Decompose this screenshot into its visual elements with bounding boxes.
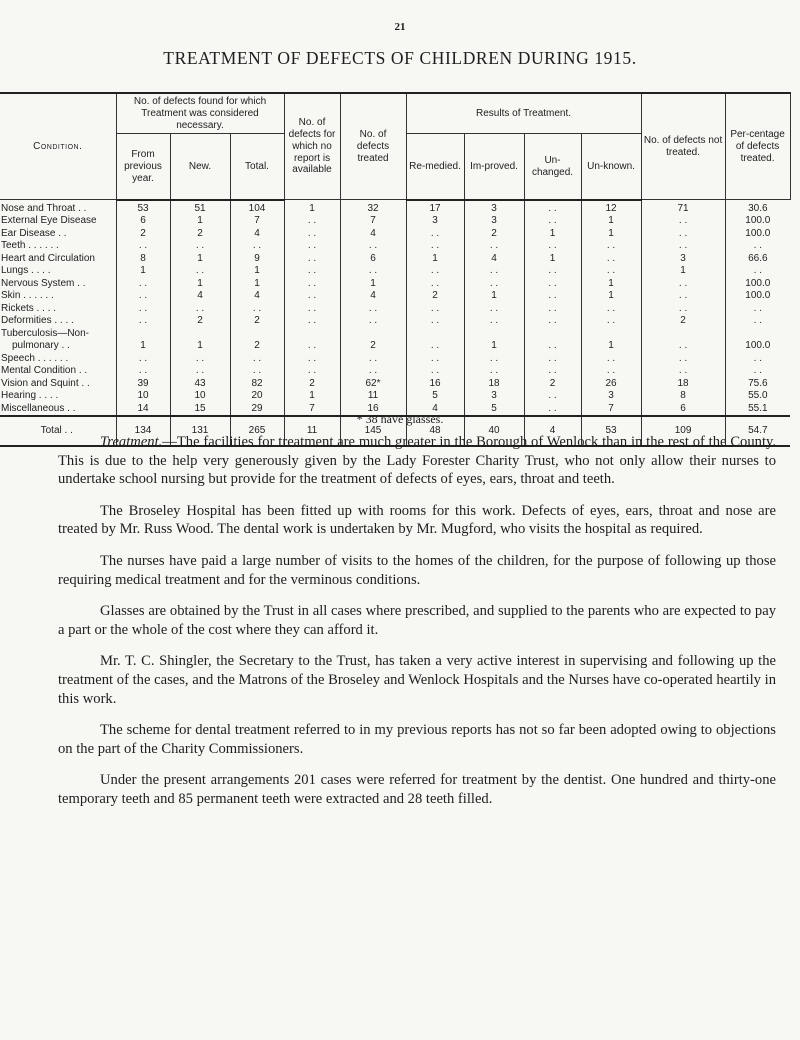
paragraph-text: Mr. T. C. Shingler, the Secretary to the Trust, has taken a very active interest in supervising and following up the treatment of the cases, and the Matrons of the Broseley and Wenlock Hospitals and the Nurses have co-operated heartily in this work. xyxy=(58,653,776,707)
table-row xyxy=(0,303,790,316)
table-row xyxy=(0,290,790,303)
table-cell-unknown: . . xyxy=(581,253,641,266)
table-cell-treated: 32 xyxy=(340,200,406,216)
table-cell-remedied: . . xyxy=(406,278,464,291)
paragraph-text: —The facilities for treatment are much greater in the Borough of Wenlock than in the rest of the County. This is due to the help very generously given by the Lady Forester Charity Trust, who not only allow their nurses to undertake school nursing but provide for the treatment of defects of eyes, ears, throat and teeth. xyxy=(58,434,776,488)
table-cell-total: 4 xyxy=(230,228,284,241)
header-results-group: Results of Treatment. xyxy=(406,93,641,134)
table-cell-treated: 4 xyxy=(340,290,406,303)
table-cell-prev: . . xyxy=(116,278,170,291)
table-cell-unchanged: . . xyxy=(524,200,581,216)
header-from-previous: From previous year. xyxy=(116,134,170,200)
table-cell-treated: . . xyxy=(340,365,406,378)
table-cell-not-treated: . . xyxy=(641,340,725,353)
total-cell-total: 265 xyxy=(230,416,284,446)
table-cell-unknown: 1 xyxy=(581,215,641,228)
table-cell-new: . . xyxy=(170,365,230,378)
table-cell-condition: Teeth . . . . . . xyxy=(1,240,59,252)
table-cell-improved: 1 xyxy=(464,340,524,353)
table-cell-remedied: 16 xyxy=(406,378,464,391)
table-cell-not-treated: 18 xyxy=(641,378,725,391)
table-cell-condition: Vision and Squint . . xyxy=(1,377,90,389)
table-cell-prev xyxy=(116,328,170,341)
table-cell-prev: . . xyxy=(116,353,170,366)
table-cell-unchanged: 2 xyxy=(524,378,581,391)
table-cell-remedied: 17 xyxy=(406,200,464,216)
table-cell-condition: Skin . . . . . . xyxy=(1,290,54,302)
table-cell-no-report: . . xyxy=(284,303,340,316)
table-cell-not-treated: 3 xyxy=(641,253,725,266)
table-cell-unchanged: . . xyxy=(524,240,581,253)
body-paragraph xyxy=(58,721,776,758)
table-cell-improved: 2 xyxy=(464,228,524,241)
table-cell-condition: Nervous System . . xyxy=(1,277,86,289)
table-cell-condition: Hearing . . . . xyxy=(1,390,59,402)
table-cell-total: 9 xyxy=(230,253,284,266)
table-cell-prev: 2 xyxy=(116,228,170,241)
table-cell-total: . . xyxy=(230,240,284,253)
table-cell-unchanged: . . xyxy=(524,390,581,403)
total-cell-improved: 40 xyxy=(464,416,524,446)
table-row xyxy=(0,390,790,403)
header-unknown: Un-known. xyxy=(581,134,641,200)
table-cell-new xyxy=(170,328,230,341)
treatment-table-container xyxy=(0,92,790,447)
table-cell-unknown: . . xyxy=(581,265,641,278)
table-cell-no-report: . . xyxy=(284,315,340,328)
table-cell-not-treated: 2 xyxy=(641,315,725,328)
table-cell-no-report: 1 xyxy=(284,200,340,216)
table-cell-pct: . . xyxy=(725,265,790,278)
table-cell-treated xyxy=(340,328,406,341)
table-cell-unknown: . . xyxy=(581,353,641,366)
table-cell-not-treated: 6 xyxy=(641,403,725,417)
table-cell-total: . . xyxy=(230,303,284,316)
body-paragraph xyxy=(58,502,776,539)
table-cell-no-report: . . xyxy=(284,240,340,253)
table-cell-improved: . . xyxy=(464,240,524,253)
table-cell-remedied: . . xyxy=(406,265,464,278)
table-cell-not-treated: . . xyxy=(641,278,725,291)
total-cell-pct: 54.7 xyxy=(725,416,790,446)
table-cell-prev: 6 xyxy=(116,215,170,228)
total-cell-unknown: 53 xyxy=(581,416,641,446)
table-cell-pct: 30.6 xyxy=(725,200,790,216)
table-cell-new: . . xyxy=(170,353,230,366)
header-no-report: No. of defects for which no report is available xyxy=(284,93,340,200)
header-found-group: No. of defects found for which Treatment was considered necessary. xyxy=(116,93,284,134)
table-cell-treated: . . xyxy=(340,240,406,253)
table-cell-remedied: 4 xyxy=(406,403,464,417)
table-cell-pct: . . xyxy=(725,365,790,378)
header-new: New. xyxy=(170,134,230,200)
table-cell-total: 20 xyxy=(230,390,284,403)
table-cell-condition: Lungs . . . . xyxy=(1,265,51,277)
table-cell-condition: Nose and Throat . . xyxy=(1,202,87,214)
table-cell-improved: . . xyxy=(464,353,524,366)
total-cell-prev: 134 xyxy=(116,416,170,446)
table-cell-pct: 100.0 xyxy=(725,340,790,353)
table-cell-pct: 66.6 xyxy=(725,253,790,266)
table-row xyxy=(0,353,790,366)
table-row xyxy=(0,228,790,241)
table-cell-improved: 3 xyxy=(464,200,524,216)
header-condition: Condition. xyxy=(0,93,116,200)
table-cell-total: 29 xyxy=(230,403,284,417)
table-cell-unchanged: . . xyxy=(524,265,581,278)
table-cell-new: 1 xyxy=(170,215,230,228)
table-cell-treated: 1 xyxy=(340,278,406,291)
table-cell-condition: Rickets . . . . xyxy=(1,302,57,314)
table-cell-not-treated: . . xyxy=(641,365,725,378)
table-cell-prev: . . xyxy=(116,315,170,328)
table-cell-new: . . xyxy=(170,265,230,278)
table-cell-not-treated: . . xyxy=(641,303,725,316)
table-cell-pct: . . xyxy=(725,240,790,253)
table-cell-no-report: 1 xyxy=(284,390,340,403)
table-cell-condition: pulmonary . . xyxy=(12,340,70,352)
table-cell-not-treated: . . xyxy=(641,228,725,241)
table-cell-remedied: . . xyxy=(406,228,464,241)
table-cell-prev: 8 xyxy=(116,253,170,266)
table-cell-new: 43 xyxy=(170,378,230,391)
table-cell-improved: 3 xyxy=(464,390,524,403)
body-text xyxy=(58,433,776,822)
table-footnote: * 38 have glasses. xyxy=(356,412,444,426)
table-cell-not-treated: 8 xyxy=(641,390,725,403)
table-row xyxy=(0,340,790,353)
header-treated: No. of defects treated xyxy=(340,93,406,200)
table-cell-not-treated xyxy=(641,328,725,341)
table-cell-unchanged: . . xyxy=(524,365,581,378)
table-cell-no-report: . . xyxy=(284,290,340,303)
table-cell-pct: 100.0 xyxy=(725,278,790,291)
table-cell-condition: Tuberculosis—Non- xyxy=(1,327,89,339)
table-row xyxy=(0,265,790,278)
table-row xyxy=(0,365,790,378)
table-cell-prev: 10 xyxy=(116,390,170,403)
total-cell-new: 131 xyxy=(170,416,230,446)
table-cell-no-report: . . xyxy=(284,353,340,366)
table-cell-no-report: . . xyxy=(284,253,340,266)
table-row xyxy=(0,328,790,341)
table-cell-total xyxy=(230,328,284,341)
table-cell-unknown xyxy=(581,328,641,341)
table-cell-remedied: . . xyxy=(406,365,464,378)
table-cell-pct: 100.0 xyxy=(725,290,790,303)
table-cell-no-report: . . xyxy=(284,365,340,378)
table-cell-total: 82 xyxy=(230,378,284,391)
table-cell-unknown: 1 xyxy=(581,340,641,353)
table-cell-pct: . . xyxy=(725,315,790,328)
table-cell-unchanged xyxy=(524,328,581,341)
table-cell-unknown: 3 xyxy=(581,390,641,403)
table-cell-treated: . . xyxy=(340,265,406,278)
table-cell-condition: Deformities . . . . xyxy=(1,315,74,327)
table-body xyxy=(0,200,790,417)
table-cell-new: 10 xyxy=(170,390,230,403)
table-cell-unchanged: . . xyxy=(524,403,581,417)
header-total: Total. xyxy=(230,134,284,200)
table-cell-unknown: . . xyxy=(581,240,641,253)
table-cell-unchanged: . . xyxy=(524,315,581,328)
table-cell-treated: . . xyxy=(340,353,406,366)
body-paragraph xyxy=(58,652,776,708)
table-cell-unchanged: . . xyxy=(524,290,581,303)
table-cell-improved: . . xyxy=(464,303,524,316)
table-cell-pct: 75.6 xyxy=(725,378,790,391)
total-cell-treated: 145 xyxy=(340,416,406,446)
table-row xyxy=(0,240,790,253)
header-percentage: Per-centage of defects treated. xyxy=(725,93,790,200)
table-cell-unknown: 1 xyxy=(581,290,641,303)
table-cell-unknown: . . xyxy=(581,365,641,378)
table-cell-improved: 1 xyxy=(464,290,524,303)
table-cell-remedied: . . xyxy=(406,353,464,366)
table-row xyxy=(0,278,790,291)
body-paragraph xyxy=(58,771,776,808)
table-cell-total: 1 xyxy=(230,265,284,278)
table-cell-prev: . . xyxy=(116,303,170,316)
table-cell-unchanged: . . xyxy=(524,303,581,316)
table-cell-no-report: . . xyxy=(284,215,340,228)
table-cell-prev: 39 xyxy=(116,378,170,391)
table-cell-not-treated: 71 xyxy=(641,200,725,216)
table-cell-remedied xyxy=(406,328,464,341)
table-cell-improved: 3 xyxy=(464,215,524,228)
table-cell-no-report: . . xyxy=(284,265,340,278)
table-cell-pct: 100.0 xyxy=(725,228,790,241)
paragraph-text: Glasses are obtained by the Trust in all cases where prescribed, and supplied to the parents who are expected to pay a part or the whole of the cost where they can afford it. xyxy=(58,603,776,638)
table-cell-not-treated: . . xyxy=(641,215,725,228)
table-cell-improved: 4 xyxy=(464,253,524,266)
table-cell-prev: . . xyxy=(116,290,170,303)
table-cell-total: 2 xyxy=(230,340,284,353)
table-cell-treated: 6 xyxy=(340,253,406,266)
page-number: 21 xyxy=(394,21,406,33)
table-cell-pct: 55.1 xyxy=(725,403,790,417)
table-cell-new: 51 xyxy=(170,200,230,216)
table-cell-remedied: 1 xyxy=(406,253,464,266)
table-cell-total: . . xyxy=(230,365,284,378)
table-cell-improved: 5 xyxy=(464,403,524,417)
table-cell-treated: 16 xyxy=(340,403,406,417)
table-cell-no-report xyxy=(284,328,340,341)
table-cell-unknown: 7 xyxy=(581,403,641,417)
table-cell-no-report: . . xyxy=(284,340,340,353)
table-cell-improved xyxy=(464,328,524,341)
table-cell-prev: 1 xyxy=(116,340,170,353)
table-cell-no-report: . . xyxy=(284,278,340,291)
body-paragraph xyxy=(58,433,776,489)
table-cell-total: 2 xyxy=(230,315,284,328)
table-cell-unchanged: . . xyxy=(524,278,581,291)
table-cell-prev: 53 xyxy=(116,200,170,216)
table-cell-improved: . . xyxy=(464,315,524,328)
table-cell-total: 4 xyxy=(230,290,284,303)
table-row xyxy=(0,315,790,328)
header-not-treated: No. of defects not treated. xyxy=(641,93,725,200)
table-cell-prev: 1 xyxy=(116,265,170,278)
body-paragraph xyxy=(58,552,776,589)
table-cell-no-report: 7 xyxy=(284,403,340,417)
table-cell-pct xyxy=(725,328,790,341)
total-cell-condition: Total . . xyxy=(0,416,116,446)
table-cell-prev: . . xyxy=(116,240,170,253)
table-cell-total: 7 xyxy=(230,215,284,228)
table-cell-not-treated: . . xyxy=(641,353,725,366)
table-cell-unknown: 12 xyxy=(581,200,641,216)
table-cell-new: . . xyxy=(170,240,230,253)
table-row xyxy=(0,253,790,266)
table-cell-condition: Speech . . . . . . xyxy=(1,352,69,364)
total-cell-no-report: 11 xyxy=(284,416,340,446)
header-remedied: Re-medied. xyxy=(406,134,464,200)
table-row xyxy=(0,378,790,391)
table-cell-total: 1 xyxy=(230,278,284,291)
table-cell-treated: 2 xyxy=(340,340,406,353)
table-cell-improved: . . xyxy=(464,365,524,378)
table-cell-improved: . . xyxy=(464,265,524,278)
table-cell-treated: 7 xyxy=(340,215,406,228)
table-cell-pct: . . xyxy=(725,353,790,366)
total-cell-remedied: 48 xyxy=(406,416,464,446)
table-cell-treated: 4 xyxy=(340,228,406,241)
body-paragraph xyxy=(58,602,776,639)
table-cell-no-report: 2 xyxy=(284,378,340,391)
table-cell-pct: 55.0 xyxy=(725,390,790,403)
table-cell-pct: 100.0 xyxy=(725,215,790,228)
table-row xyxy=(0,215,790,228)
table-cell-not-treated: 1 xyxy=(641,265,725,278)
table-cell-condition: Ear Disease . . xyxy=(1,227,67,239)
table-cell-unchanged: . . xyxy=(524,215,581,228)
table-cell-new: . . xyxy=(170,303,230,316)
table-cell-condition: Heart and Circulation xyxy=(1,252,95,264)
treatment-table xyxy=(0,92,791,447)
total-cell-not-treated: 109 xyxy=(641,416,725,446)
table-cell-unchanged: 1 xyxy=(524,253,581,266)
table-cell-treated: . . xyxy=(340,315,406,328)
table-cell-condition: Mental Condition . . xyxy=(1,365,88,377)
table-cell-new: 15 xyxy=(170,403,230,417)
paragraph-text: Under the present arrangements 201 cases were referred for treatment by the dentist. One hundred and thirty-one temporary teeth and 85 permanent teeth were extracted and 28 teeth filled. xyxy=(58,772,776,807)
table-cell-remedied: . . xyxy=(406,303,464,316)
table-cell-remedied: . . xyxy=(406,340,464,353)
table-cell-treated: 11 xyxy=(340,390,406,403)
table-cell-prev: 14 xyxy=(116,403,170,417)
table-cell-prev: . . xyxy=(116,365,170,378)
paragraph-run-in-heading: Treatment. xyxy=(100,434,163,450)
table-cell-pct: . . xyxy=(725,303,790,316)
total-cell-unchanged: 4 xyxy=(524,416,581,446)
table-cell-unchanged: 1 xyxy=(524,228,581,241)
table-cell-new: 1 xyxy=(170,340,230,353)
table-cell-treated: 62* xyxy=(340,378,406,391)
table-cell-unknown: 1 xyxy=(581,278,641,291)
table-cell-improved: . . xyxy=(464,278,524,291)
header-unchanged: Un-changed. xyxy=(524,134,581,200)
table-cell-unknown: . . xyxy=(581,315,641,328)
table-cell-condition: External Eye Disease xyxy=(1,215,97,227)
table-cell-remedied: 5 xyxy=(406,390,464,403)
table-cell-treated: . . xyxy=(340,303,406,316)
table-cell-unchanged: . . xyxy=(524,353,581,366)
header-improved: Im-proved. xyxy=(464,134,524,200)
table-cell-unknown: . . xyxy=(581,303,641,316)
table-cell-not-treated: . . xyxy=(641,290,725,303)
table-cell-new: 1 xyxy=(170,253,230,266)
table-cell-not-treated: . . xyxy=(641,240,725,253)
table-cell-new: 2 xyxy=(170,228,230,241)
table-cell-condition: Miscellaneous . . xyxy=(1,402,76,414)
table-cell-new: 4 xyxy=(170,290,230,303)
table-cell-remedied: 2 xyxy=(406,290,464,303)
table-cell-unknown: 26 xyxy=(581,378,641,391)
table-cell-remedied: . . xyxy=(406,240,464,253)
table-cell-improved: 18 xyxy=(464,378,524,391)
table-cell-unknown: 1 xyxy=(581,228,641,241)
table-cell-unchanged: . . xyxy=(524,340,581,353)
table-cell-total: 104 xyxy=(230,200,284,216)
table-cell-remedied: . . xyxy=(406,315,464,328)
paragraph-text: The Broseley Hospital has been fitted up with rooms for this work. Defects of eyes, ears, throat and nose are treated by Mr. Russ Wood. The dental work is undertaken by Mr. Mugford, who visits the hospital as required. xyxy=(58,502,776,538)
table-cell-new: 2 xyxy=(170,315,230,328)
page-title: TREATMENT OF DEFECTS OF CHILDREN DURING 1915. xyxy=(163,48,637,68)
table-cell-total: . . xyxy=(230,353,284,366)
paragraph-text: The nurses have paid a large number of visits to the homes of the children, for the purpose of following up those requiring medical treatment and for the verminous conditions. xyxy=(58,552,776,588)
table-cell-remedied: 3 xyxy=(406,215,464,228)
table-row xyxy=(0,200,790,216)
table-cell-no-report: . . xyxy=(284,228,340,241)
paragraph-text: The scheme for dental treatment referred to in my previous reports has not so far been adopted owing to objections on the part of the Charity Commissioners. xyxy=(58,722,776,757)
table-cell-new: 1 xyxy=(170,278,230,291)
